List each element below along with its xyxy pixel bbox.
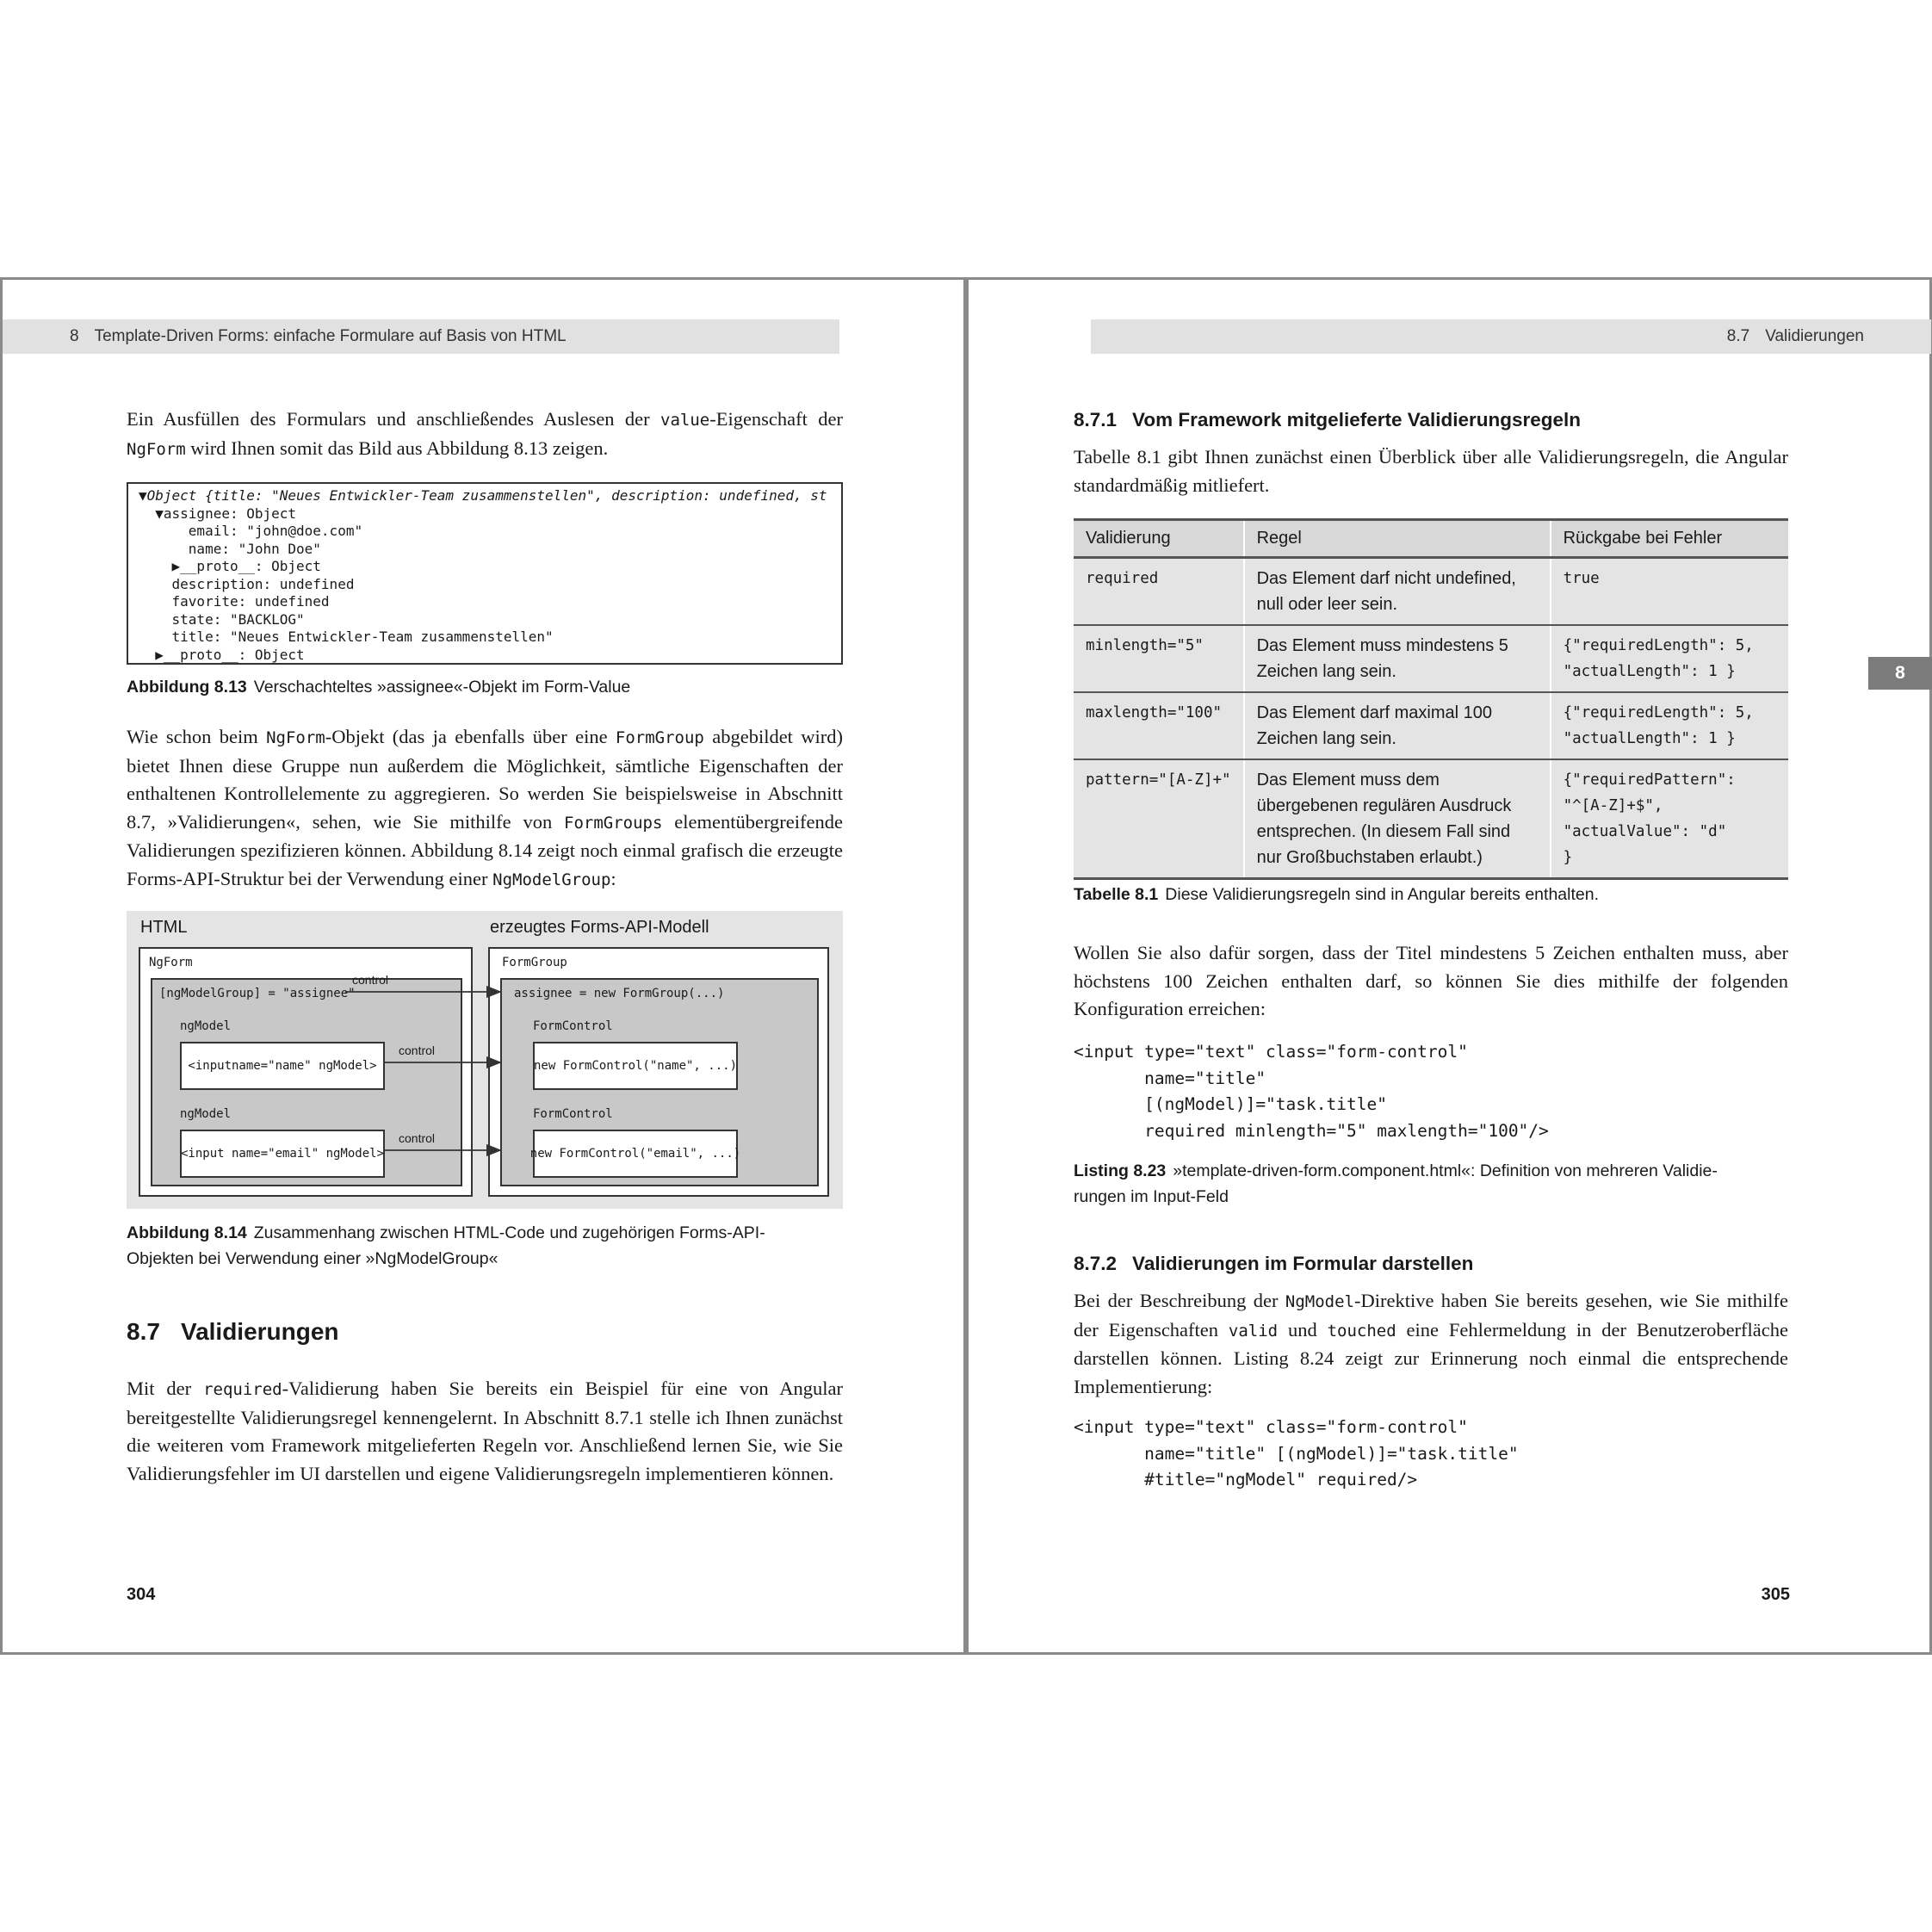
formgroup-area <box>500 978 819 1186</box>
paragraph-intro: Ein Ausfüllen des Formulars und anschließendes Auslesen der value-Eigenschaft der NgForm wird Ihnen somit das Bild aus Abbildung 8.13 zeigen. <box>127 408 843 459</box>
paragraph-title-length: Wollen Sie also dafür sorgen, dass der Titel mindestens 5 Zeichen enthalten muss, aber höchstens 100 Zeichen enthalten darf, so können Sie dies mithilfe der folgenden Konfiguration erreichen: <box>1074 942 1788 1019</box>
figure-caption-8-14: Abbildung 8.14 Zusammenhang zwischen HTML-Code und zugehörigen Forms-API- Objekten bei Verwendung einer »NgModelGroup« <box>127 1223 765 1268</box>
inline-code: FormGroup <box>615 728 704 747</box>
table-cell: minlength="5" <box>1074 625 1244 692</box>
console-output-screenshot <box>127 482 843 665</box>
console-line: favorite: undefined <box>139 593 330 610</box>
code-listing-8-23: <input type="text" class="form-control" name="title" [(ngModel)]="task.title" required minlength="5" maxlength="100"/> <box>1074 1042 1549 1141</box>
control-label: control <box>352 973 389 987</box>
console-line: state: "BACKLOG" <box>139 610 305 628</box>
table-cell: pattern="[A-Z]+" <box>1074 759 1244 879</box>
new-formcontrol-email-box: new FormControl("email", ...) <box>533 1130 738 1178</box>
table-caption-8-1: Tabelle 8.1 Diese Validierungsregeln sind in Angular bereits enthalten. <box>1074 885 1599 904</box>
ngmodelgroup-area <box>151 978 462 1186</box>
subsection-heading-8-7-2: 8.7.2 Validierungen im Formular darstellen <box>1074 1253 1474 1274</box>
formcontrol-label: FormControl <box>533 1019 613 1033</box>
control-label: control <box>399 1131 436 1145</box>
console-line: description: undefined <box>139 575 355 592</box>
left-page <box>0 277 966 1655</box>
paragraph-table-intro: Tabelle 8.1 gibt Ihnen zunächst einen Überblick über alle Validierungsregeln, die Angular standardmäßig mitliefert. <box>1074 446 1788 496</box>
paragraph-ngmodelgroup <box>127 723 843 894</box>
paragraph-text: -Validierung haben Sie bereits ein Beispiel für eine von Angular bereitgestellte Validierungsregel kennengelernt. In Abschnitt 8.7.1 stelle ich Ihnen zunächst die weiteren vom Framework mitgelieferten Regeln vor. Anschließend lernen Sie, wie Sie Validierungsfehler im UI darstellen und eigene Validierungsregeln implementieren können. <box>127 1378 843 1484</box>
console-line: name: "John Doe" <box>139 540 321 557</box>
subsection-heading-8-7-1: 8.7.1 Vom Framework mitgelieferte Validierungsregeln <box>1074 409 1582 430</box>
ngform-panel <box>139 947 473 1197</box>
column-header: Validierung <box>1074 520 1244 558</box>
inline-code: value <box>660 411 710 430</box>
table-cell: Das Element muss dem übergebenen regulären Ausdruck entsprechen. (In diesem Fall sind nur Großbuchstaben erlaubt.) <box>1244 759 1551 879</box>
header-section-number: 8.7 <box>1726 327 1750 345</box>
console-line: email: "john@doe.com" <box>139 523 363 539</box>
table-header-row <box>1074 520 1788 558</box>
validation-rules-table <box>1074 518 1788 880</box>
console-line: ▼assignee: Object <box>139 505 297 522</box>
inline-code: NgForm <box>266 728 325 747</box>
forms-api-diagram <box>127 911 843 1209</box>
paragraph-text: : <box>610 867 616 889</box>
formcontrol-label: FormControl <box>533 1107 613 1121</box>
table-row <box>1074 692 1788 759</box>
running-header-left <box>3 319 839 354</box>
formgroup-new: assignee = new FormGroup(...) <box>514 987 725 1000</box>
code-listing-8-24: <input type="text" class="form-control" name="title" [(ngModel)]="task.title" #title="ngModel" required/> <box>1074 1417 1519 1489</box>
inline-code: required <box>203 1380 282 1399</box>
paragraph-text: eine Fehlermeldung in der Benutzeroberfläche darstellen können. Listing 8.24 zeigt zur Erinnerung noch einmal die entsprechende Implementierung: <box>1074 1318 1788 1397</box>
console-line: ▶__proto__: Object <box>139 558 321 574</box>
ngmodel-label: ngModel <box>180 1019 232 1033</box>
paragraph-text: -Direktive haben Sie bereits gesehen, wie Sie mithilfe der Eigenschaften <box>1074 1290 1788 1341</box>
console-line: ▼Object {title: "Neues Entwickler-Team zusammenstellen", description: undefined, st <box>139 487 827 504</box>
table-cell: maxlength="100" <box>1074 692 1244 759</box>
inline-code: NgForm <box>127 439 186 459</box>
page-number-right: 305 <box>1761 1585 1790 1604</box>
right-page <box>966 277 1932 1655</box>
inline-code: touched <box>1327 1321 1396 1341</box>
chapter-thumb-tab: 8 <box>1868 657 1932 690</box>
paragraph-validierungen <box>127 1375 843 1488</box>
paragraph-text: Mit der <box>127 1378 204 1399</box>
inline-code: valid <box>1228 1321 1279 1341</box>
paragraph-ngmodel-display <box>1074 1287 1788 1401</box>
ngmodel-label: ngModel <box>180 1107 232 1121</box>
table-row <box>1074 558 1788 626</box>
paragraph-text: elementübergreifende Validierungen spezifizieren können. Abbildung 8.14 zeigt noch einmal grafisch die erzeugte Forms-API-Struktur bei der Verwendung einer <box>127 810 843 889</box>
console-line: ▶__proto__: Object <box>139 646 305 663</box>
ngmodelgroup-attribute: [ngModelGroup] = "assignee" <box>159 987 356 1000</box>
table-cell: required <box>1074 558 1244 626</box>
paragraph-text: und <box>1278 1318 1328 1341</box>
figure-caption-8-13: Abbildung 8.13 Verschachteltes »assignee«-Objekt im Form-Value <box>127 678 631 697</box>
table-cell: true <box>1551 558 1788 626</box>
ngform-label: NgForm <box>149 956 193 969</box>
table-cell: Das Element muss mindestens 5 Zeichen lang sein. <box>1244 625 1551 692</box>
input-email-box: <input name="email" ngModel> <box>180 1130 385 1178</box>
table-cell: Das Element darf nicht undefined, null oder leer sein. <box>1244 558 1551 626</box>
table-cell: Das Element darf maximal 100 Zeichen lang sein. <box>1244 692 1551 759</box>
table-row <box>1074 759 1788 879</box>
column-header: Rückgabe bei Fehler <box>1551 520 1788 558</box>
running-header-right <box>1091 319 1931 354</box>
paragraph-text: -Objekt (das ja ebenfalls über eine <box>325 726 616 747</box>
inline-code: NgModel <box>1285 1292 1354 1311</box>
diagram-model-title: erzeugtes Forms-API-Modell <box>490 918 709 937</box>
input-name-box: <inputname="name" ngModel> <box>180 1042 385 1090</box>
paragraph-text: Bei der Beschreibung der <box>1074 1290 1285 1311</box>
header-chapter-title: Template-Driven Forms: einfache Formulare auf Basis von HTML <box>94 327 567 345</box>
column-header: Regel <box>1244 520 1551 558</box>
table-cell: {"requiredLength": 5, "actualLength": 1 } <box>1551 625 1788 692</box>
table-cell: {"requiredPattern": "^[A-Z]+$", "actualValue": "d" } <box>1551 759 1788 879</box>
listing-caption-8-23: Listing 8.23 »template-driven-form.component.html«: Definition von mehreren Validie- rungen im Input-Feld <box>1074 1161 1718 1206</box>
section-heading-8-7: 8.7 Validierungen <box>127 1318 339 1345</box>
page-number-left: 304 <box>127 1585 156 1604</box>
console-line: title: "Neues Entwickler-Team zusammenstellen" <box>139 629 554 645</box>
header-section-title: Validierungen <box>1765 327 1864 345</box>
diagram-html-title: HTML <box>140 918 188 937</box>
control-label: control <box>399 1043 436 1057</box>
formgroup-label: FormGroup <box>502 956 567 969</box>
header-chapter-number: 8 <box>70 327 79 345</box>
inline-code: NgModelGroup <box>492 870 611 889</box>
table-row <box>1074 625 1788 692</box>
paragraph-text: abgebildet wird) bietet Ihnen diese Gruppe nun außerdem die Möglichkeit, sämtliche Eigenschaften der enthaltenen Kontrollelemente zu aggregieren. So werden Sie beispielsweise in Abschnitt 8.7, »Validierungen«, sehen, wie Sie mithilfe von <box>127 726 844 833</box>
formgroup-panel <box>488 947 829 1197</box>
table-cell: {"requiredLength": 5, "actualLength": 1 } <box>1551 692 1788 759</box>
inline-code: FormGroups <box>564 813 663 833</box>
new-formcontrol-name-box: new FormControl("name", ...) <box>533 1042 738 1090</box>
paragraph-text: Wie schon beim <box>127 726 267 747</box>
